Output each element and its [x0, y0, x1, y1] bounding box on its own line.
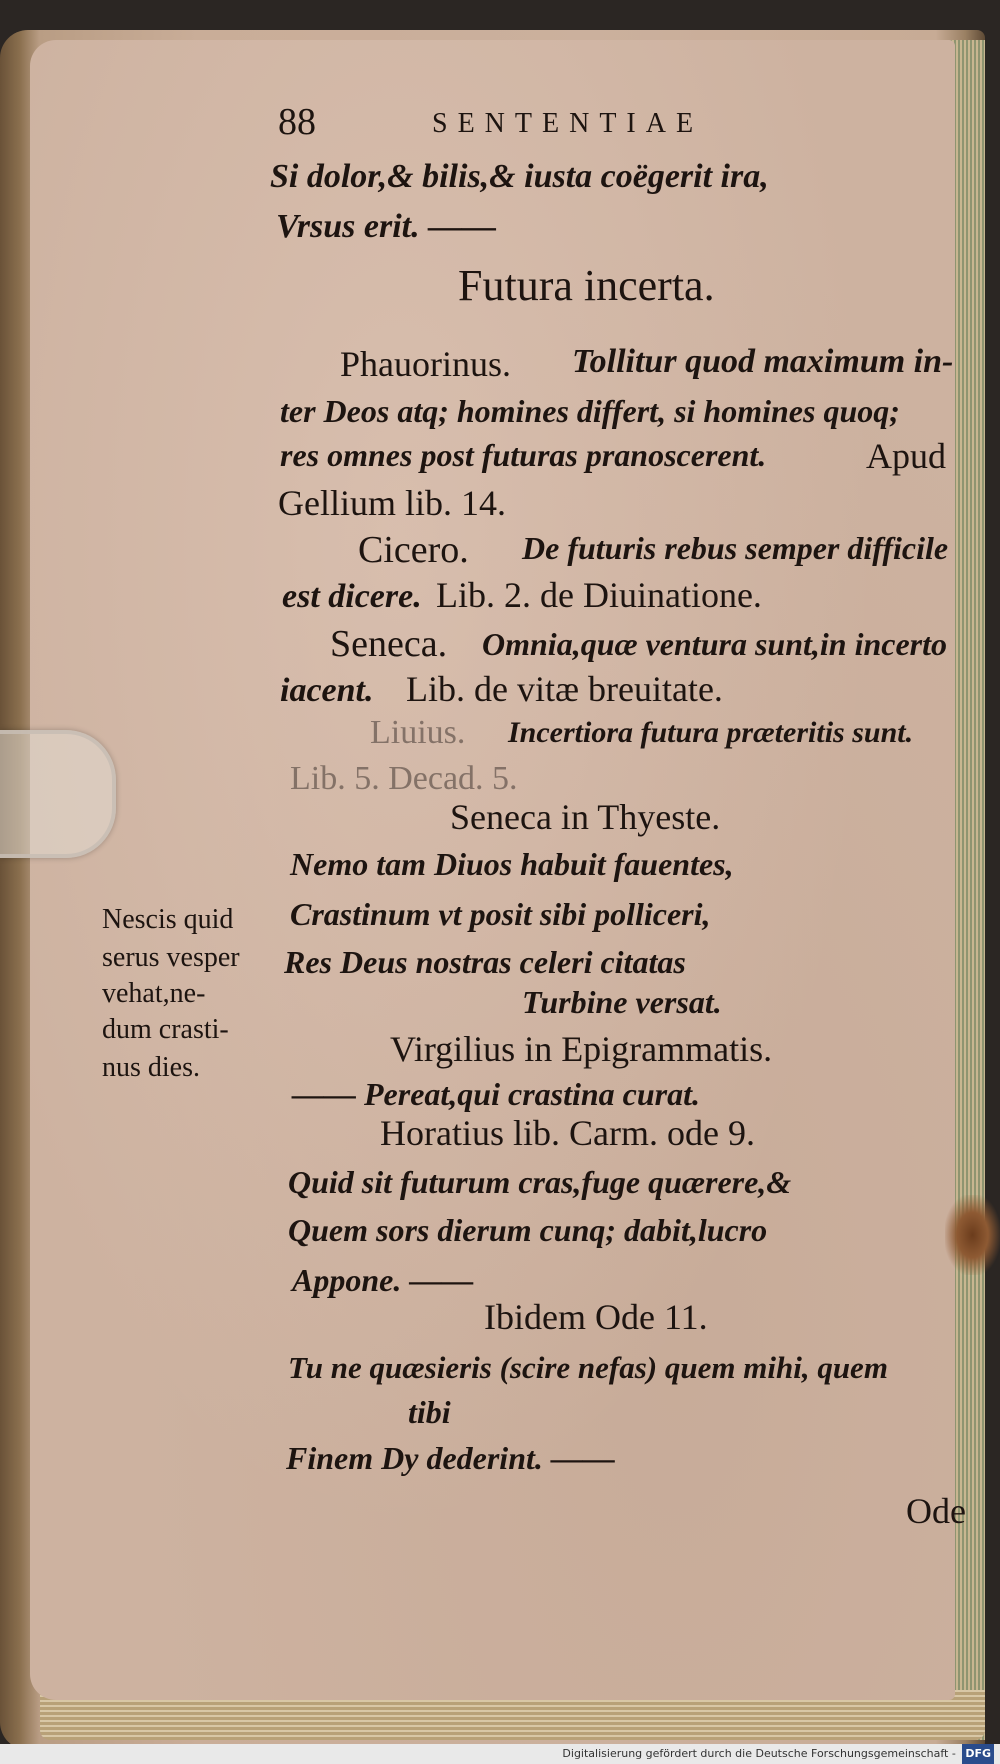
text-line: Apud [866, 436, 946, 476]
page-clip [0, 730, 116, 858]
running-head: SENTENTIAE [432, 108, 704, 139]
margin-note: serus vesper [102, 942, 240, 973]
text-line: ter Deos atq; homines differt, si homines quoq; [280, 393, 900, 429]
author-name: Seneca. [330, 623, 448, 665]
margin-note: dum crasti- [102, 1014, 229, 1045]
verse-line: Appone. —— [292, 1262, 474, 1298]
page-number: 88 [278, 101, 316, 143]
stain-mark [945, 1195, 1000, 1275]
verse-line: Crastinum vt posit sibi polliceri, [290, 896, 711, 932]
verse-line: tibi [408, 1394, 451, 1430]
text-line: Vrsus erit. —— [276, 208, 497, 245]
text-line: Lib. 5. Decad. 5. [290, 760, 518, 797]
margin-note: Nescis quid [102, 904, 234, 935]
subheading: Seneca in Thyeste. [450, 797, 721, 837]
verse-line: Res Deus nostras celeri citatas [284, 944, 686, 980]
text-line: De futuris rebus semper difficile [522, 530, 949, 566]
text-line: Lib. 2. de Diuinatione. [436, 575, 762, 615]
text-line: Lib. de vitæ breuitate. [406, 669, 723, 709]
text-line: est dicere. [282, 578, 422, 615]
catchword: Ode [906, 1491, 966, 1531]
page-stack-right [950, 40, 985, 1740]
section-heading: Futura incerta. [458, 261, 715, 310]
verse-line: Nemo tam Diuos habuit fauentes, [290, 846, 734, 882]
footer-bar [0, 1744, 1000, 1764]
subheading: Horatius lib. Carm. ode 9. [380, 1113, 755, 1153]
text-line: Incertiora futura præteritis sunt. [508, 716, 914, 749]
author-name: Phauorinus. [340, 344, 511, 384]
subheading: Virgilius in Epigrammatis. [390, 1029, 773, 1069]
dfg-logo: DFG [962, 1744, 994, 1764]
text-line: res omnes post futuras pranoscerent. [280, 437, 767, 473]
text-line: Si dolor,& bilis,& iusta coëgerit ira, [270, 158, 769, 195]
verse-line: Quem sors dierum cunq; dabit,lucro [288, 1212, 768, 1248]
text-line: iacent. [280, 672, 374, 709]
verse-line: Quid sit futurum cras,fuge quærere,& [288, 1164, 792, 1200]
verse-line: —— Pereat,qui crastina curat. [292, 1076, 701, 1112]
text-line: Tollitur quod maximum in- [572, 343, 954, 380]
footer-text: Digitalisierung gefördert durch die Deutsche Forschungsgemeinschaft - [562, 1747, 956, 1760]
author-name: Cicero. [358, 529, 469, 571]
subheading: Ibidem Ode 11. [484, 1297, 708, 1337]
margin-note: vehat,ne- [102, 978, 206, 1009]
verse-line: Tu ne quæsieris (scire nefas) quem mihi, quem [288, 1350, 888, 1385]
verse-line: Turbine versat. [522, 984, 722, 1020]
margin-note: nus dies. [102, 1052, 200, 1083]
text-line: Gellium lib. 14. [278, 483, 506, 523]
author-name: Liuius. [370, 714, 466, 751]
verse-line: Finem Dy dederint. —— [286, 1440, 615, 1476]
text-line: Omnia,quæ ventura sunt,in incerto [482, 626, 947, 662]
